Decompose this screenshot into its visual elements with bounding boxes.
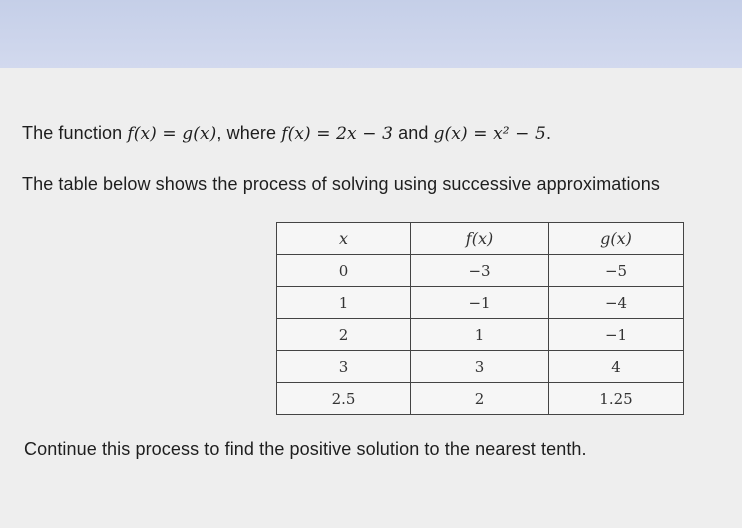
problem-statement <box>22 123 551 144</box>
instruction-text: Continue this process to find the positive solution to the nearest tenth. <box>24 439 587 459</box>
cell-f: −1 <box>411 287 549 319</box>
cell-x: 2 <box>277 319 411 351</box>
cell-g: −4 <box>549 287 684 319</box>
table-row <box>277 287 684 319</box>
intro-prefix: The function <box>22 123 128 143</box>
intro-and: and <box>393 123 434 143</box>
cell-g: −1 <box>549 319 684 351</box>
f-definition: f(x) = 2x − 3 <box>281 124 394 144</box>
cell-g: 1.25 <box>549 383 684 415</box>
g-definition: g(x) = x² − 5 <box>433 124 546 144</box>
table-row <box>277 351 684 383</box>
cell-g: −5 <box>549 255 684 287</box>
equation-f-equals-g: f(x) = g(x) <box>127 124 217 144</box>
header-f: f(x) <box>411 223 549 255</box>
cell-f: 3 <box>411 351 549 383</box>
table-row <box>277 319 684 351</box>
cell-f: 2 <box>411 383 549 415</box>
cell-x: 1 <box>277 287 411 319</box>
intro-end: . <box>545 123 552 143</box>
header-g: g(x) <box>549 223 684 255</box>
table-row <box>277 255 684 287</box>
cell-f: −3 <box>411 255 549 287</box>
cell-x: 3 <box>277 351 411 383</box>
cell-x: 2.5 <box>277 383 411 415</box>
table-row <box>277 383 684 415</box>
header-x: x <box>277 223 411 255</box>
intro-where: , where <box>216 123 282 143</box>
cell-x: 0 <box>277 255 411 287</box>
table-header-row <box>277 223 684 255</box>
cell-f: 1 <box>411 319 549 351</box>
table-description: The table below shows the process of solving using successive approximations <box>22 174 660 194</box>
top-banner <box>0 0 742 68</box>
approximation-table <box>276 222 684 415</box>
cell-g: 4 <box>549 351 684 383</box>
